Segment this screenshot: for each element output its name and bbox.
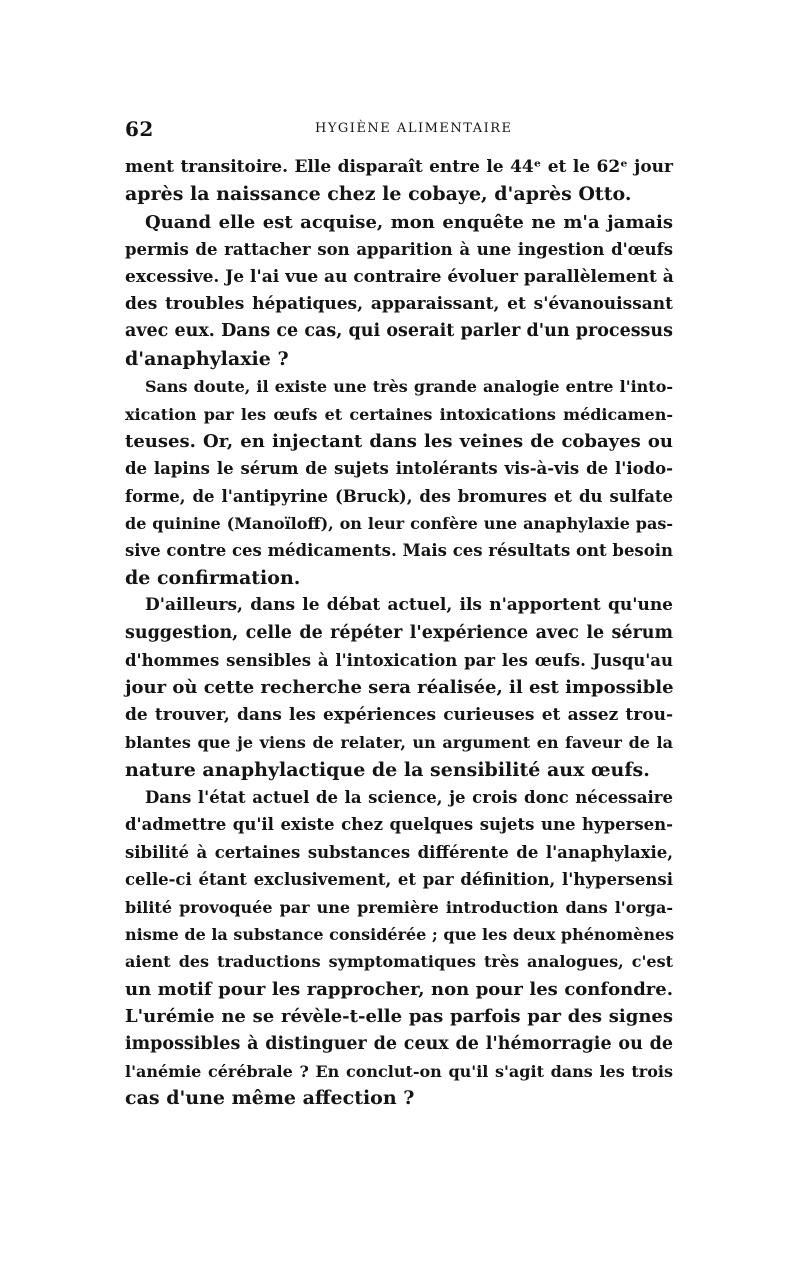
paragraph [125,592,673,784]
text-line: bilité provoquée par une première introduction dans l'orga- [125,897,673,917]
text-line: nisme de la substance considérée ; que les deux phénomènes [125,924,675,944]
text-line: Quand elle est acquise, mon enquête ne m'a jamais [145,211,673,233]
text-line: aient des traductions symptomatiques très analogues, c'est [125,952,673,972]
text-line: celle-ci étant exclusivement, et par définition, l'hypersensi [125,870,673,890]
text-line: de confirmation. [125,566,301,589]
text-line: xication par les œufs et certaines intoxications médicamen- [125,404,673,424]
text-line: d'admettre qu'il existe chez quelques sujets une hypersen- [125,815,673,835]
text-line: nature anaphylactique de la sensibilité aux œufs. [125,758,650,781]
text-line: forme, de l'antipyrine (Bruck), des bromures et du sulfate [125,486,673,506]
text-line: blantes que je viens de relater, un argument en faveur de la [125,733,673,753]
text-line: excessive. Je l'ai vue au contraire évoluer parallèlement à [125,266,674,287]
running-head [125,117,673,141]
running-title: HYGIÈNE ALIMENTAIRE [315,121,513,136]
text-line: des troubles hépatiques, apparaissant, et s'évanouissant [125,293,673,314]
text-line: de trouver, dans les expériences curieuses et assez trou- [125,704,673,725]
paragraph [125,784,673,1113]
text-line: de lapins le sérum de sujets intolérants vis-à-vis de l'iodo- [125,459,673,479]
text-line: jour où cette recherche sera réalisée, il est impossible [125,677,674,699]
text-line: teuses. Or, en injectant dans les veines de cobayes ou [125,430,673,452]
text-line: avec eux. Dans ce cas, qui oserait parler d'un processus [125,321,673,342]
paragraph [125,154,673,209]
text-line: ment transitoire. Elle disparaît entre le 44ᵉ et le 62ᵉ jour [125,157,673,177]
text-line: sive contre ces médicaments. Mais ces résultats ont besoin [125,541,673,561]
text-line: L'urémie ne se révèle-t-elle pas parfois par des signes [125,1006,673,1028]
body-text [125,154,673,1113]
text-line: D'ailleurs, dans le débat actuel, ils n'apportent qu'une [145,595,673,616]
text-line: sibilité à certaines substances différente de l'anaphylaxie, [125,842,673,862]
page-number: 62 [125,117,154,141]
text-line: Sans doute, il existe une très grande analogie entre l'into- [145,377,673,397]
text-line: après la naissance chez le cobaye, d'après Otto. [125,183,632,206]
text-line: Dans l'état actuel de la science, je crois donc nécessaire [145,787,673,807]
text-line: l'anémie cérébrale ? En conclut-on qu'il s'agit dans les trois [125,1061,673,1081]
paragraph [125,373,673,592]
text-line: permis de rattacher son apparition à une ingestion d'œufs [125,240,673,260]
paragraph [125,209,673,373]
text-line: de quinine (Manoïloff), on leur confère une anaphylaxie pas- [125,514,673,534]
text-line: impossibles à distinguer de ceux de l'hémorragie ou de [125,1033,673,1054]
text-line: suggestion, celle de répéter l'expérience avec le sérum [125,622,673,643]
text-line: un motif pour les rapprocher, non pour les confondre. [125,978,673,1000]
text-line: d'anaphylaxie ? [125,347,289,370]
text-line: cas d'une même affection ? [125,1087,415,1110]
text-line: d'hommes sensibles à l'intoxication par les œufs. Jusqu'au [125,651,673,671]
